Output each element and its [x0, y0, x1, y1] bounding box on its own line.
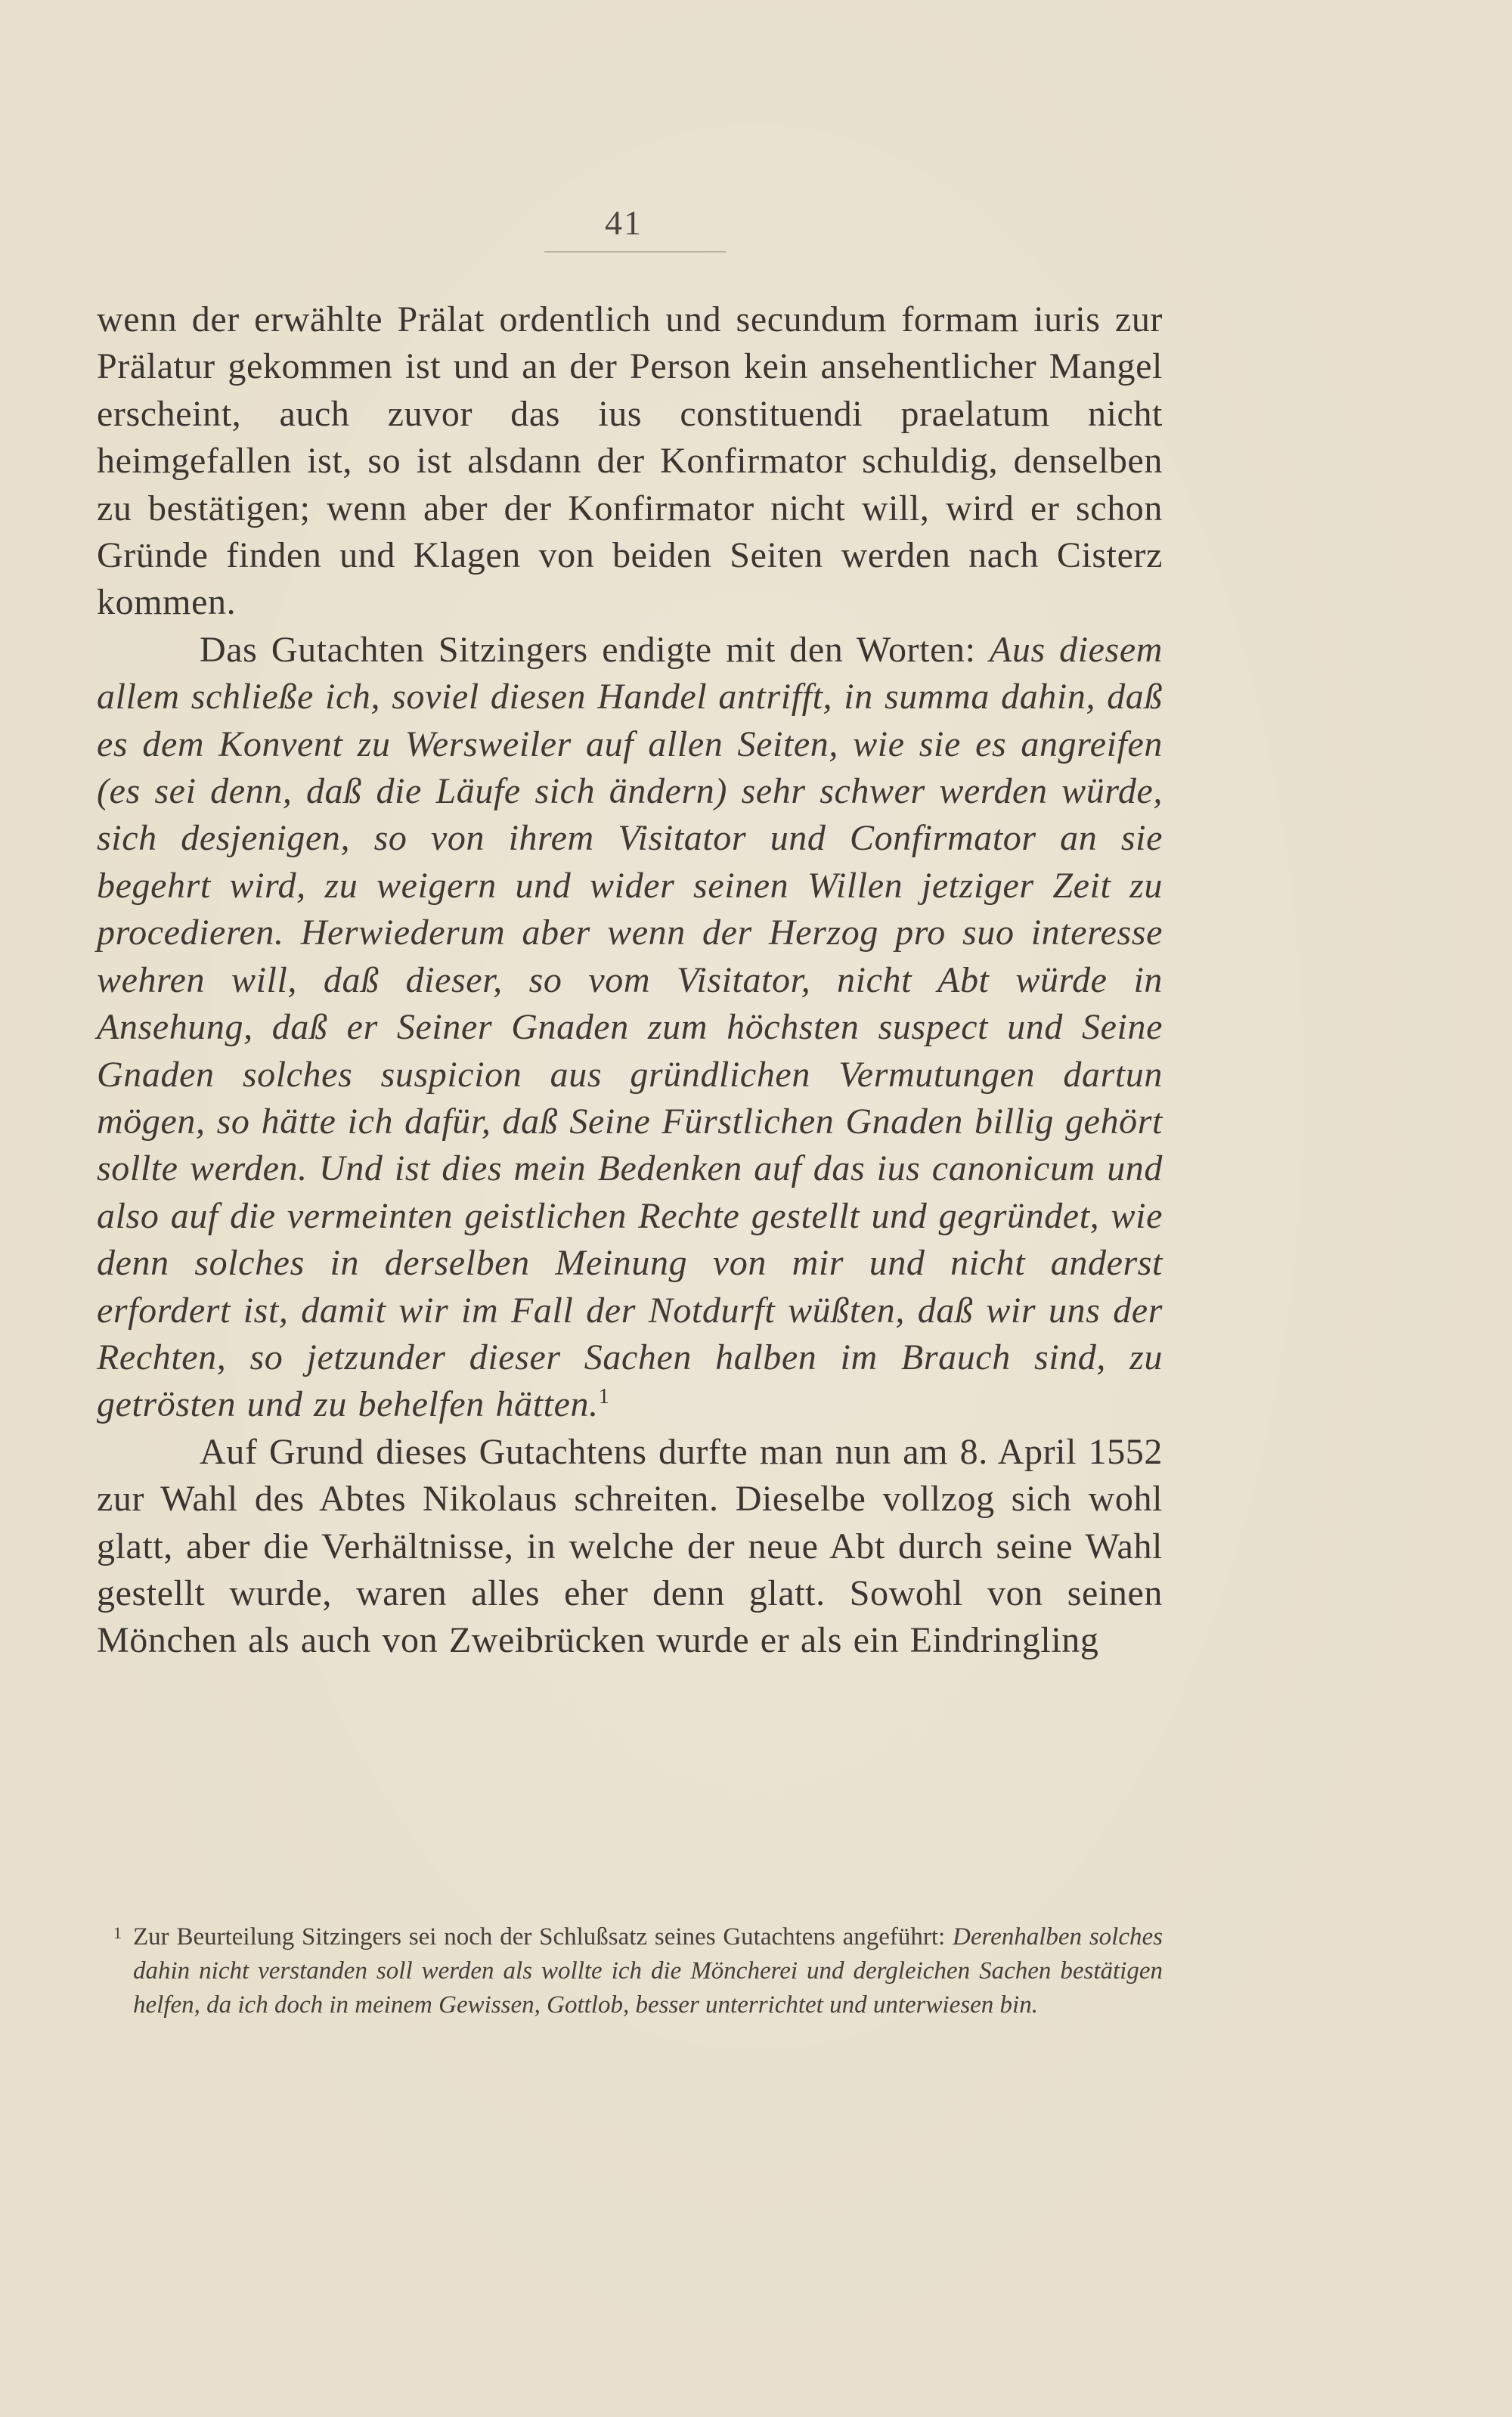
footnote-quote: Derenhalben solches dahin nicht verstanden soll werden als wollte ich die Möncherei und dergleichen Sachen bestätigen helfen, da ich doch in meinem Gewissen, Gottlob, besser unterrichtet und unterwiesen bin.: [133, 1923, 1163, 2019]
paragraph-wahl: Auf Grund dieses Gutachtens durfte man nun am 8. April 1552 zur Wahl des Abtes Nikolaus schreiten. Dieselbe vollzog sich wohl glatt, aber die Verhältnisse, in welche der neue Abt durch seine Wahl gestellt wurde, waren alles eher denn glatt. Sowohl von seinen Mönchen als auch von Zweibrücken wurde er als ein Eindringling: [97, 1431, 1163, 1661]
footnote-intro: Zur Beurteilung Sitzingers sei noch der Schlußsatz seines Gutachtens angeführt:: [133, 1923, 946, 1951]
paragraph-gutachten: [97, 627, 1163, 1429]
footnote: [113, 1920, 1163, 2022]
page-number: 41: [605, 203, 643, 242]
paragraph-intro: Das Gutachten Sitzingers endigte mit den Worten:: [200, 629, 976, 670]
footnote-marker: 1: [113, 1923, 122, 1942]
footnote-reference: 1: [598, 1385, 610, 1409]
paragraph-continuation: wenn der erwählte Prälat ordentlich und secundum formam iuris zur Prälatur gekommen ist und an der Person kein ansehentlicher Mangel erscheint, auch zuvor das ius constituendi praelatum nicht heimgefallen ist, so ist alsdann der Konfirmator schuldig, denselben zu bestätigen; wenn aber der Konfirmator nicht will, wird er schon Gründe finden und Klagen von beiden Seiten werden nach Cisterz kommen.: [97, 299, 1163, 623]
header-rule: [544, 251, 726, 253]
gutachten-quote: Aus diesem allem schließe ich, soviel diesen Handel antrifft, in summa dahin, daß es dem Konvent zu Wersweiler auf allen Seiten, wie sie es angreifen (es sei denn, daß die Läufe sich ändern) sehr schwer werden würde, sich desjenigen, so von ihrem Visitator und Confirmator an sie begehrt wird, zu weigern und wider seinen Willen jetziger Zeit zu procedieren. Herwiederum aber wenn der Herzog pro suo interesse wehren will, daß dieser, so vom Visitator, nicht Abt würde in Ansehung, daß er Seiner Gnaden zum höchsten suspect und Seine Gnaden solches suspicion aus gründlichen Vermutungen dartun mögen, so hätte ich dafür, daß Seine Fürstlichen Gnaden billig gehört sollte werden. Und ist dies mein Bedenken auf das ius canonicum und also auf die vermeinten geistlichen Rechte gestellt und gegründet, wie denn solches in derselben Meinung von mir und nicht anderst erfordert ist, damit wir im Fall der Notdurft wüßten, daß wir uns der Rechten, so jetzunder dieser Sachen halben im Brauch sind, zu getrösten und zu behelfen hätten.: [97, 629, 1163, 1425]
main-text: [97, 296, 1163, 1665]
